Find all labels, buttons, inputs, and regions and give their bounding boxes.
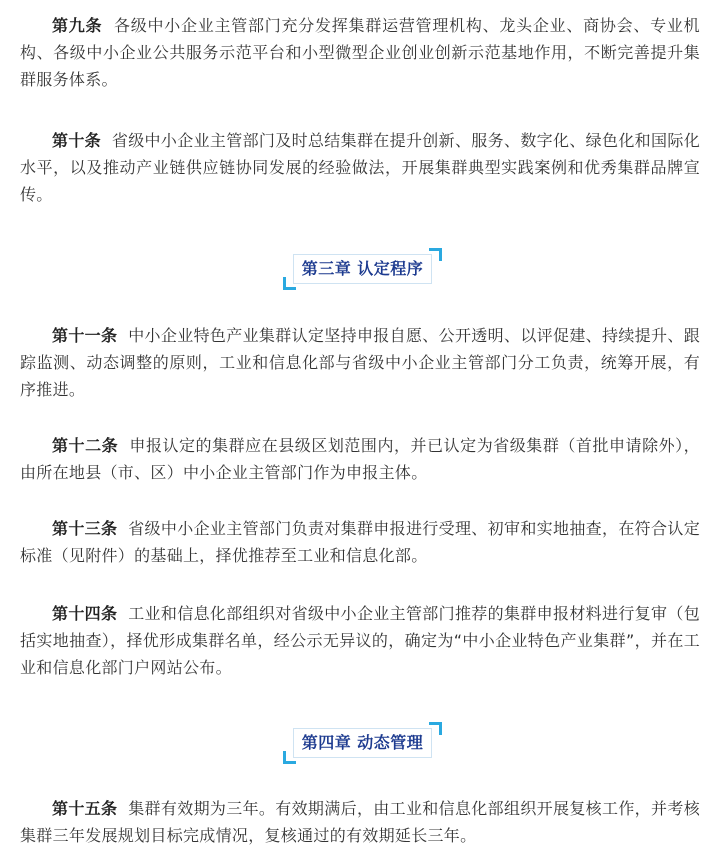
article-text: 各级中小企业主管部门充分发挥集群运营管理机构、龙头企业、商协会、专业机构、各级中小企业公共服务示范平台和小型微型企业创业创新示范基地作用，不断完善提升集群服务体系。: [20, 16, 700, 89]
article-15: [20, 795, 700, 849]
chapter-heading-3: [0, 248, 725, 290]
chapter-heading-4: [0, 722, 725, 764]
article-13: [20, 515, 700, 569]
article-14: [20, 600, 700, 681]
article-number: 第十一条: [52, 326, 118, 345]
article-text: 申报认定的集群应在县级区划范围内，并已认定为省级集群（首批申请除外），由所在地县（市、区）中小企业主管部门作为申报主体。: [20, 436, 700, 482]
article-text: 工业和信息化部组织对省级中小企业主管部门推荐的集群申报材料进行复审（包括实地抽查），择优形成集群名单，经公示无异议的，确定为“中小企业特色产业集群”，并在工业和信息化部门户网站公布。: [20, 604, 700, 677]
article-10: [20, 127, 700, 208]
article-number: 第十二条: [52, 436, 119, 455]
article-11: [20, 322, 700, 403]
article-number: 第十条: [52, 131, 102, 150]
article-9: [20, 12, 700, 93]
chapter-title: 第四章 动态管理: [301, 733, 424, 752]
article-number: 第九条: [52, 16, 103, 35]
article-text: 省级中小企业主管部门负责对集群申报进行受理、初审和实地抽查，在符合认定标准（见附件）的基础上，择优推荐至工业和信息化部。: [20, 519, 700, 565]
article-12: [20, 432, 700, 486]
article-number: 第十三条: [52, 519, 118, 538]
article-text: 中小企业特色产业集群认定坚持申报自愿、公开透明、以评促建、持续提升、跟踪监测、动态调整的原则，工业和信息化部与省级中小企业主管部门分工负责，统筹开展，有序推进。: [20, 326, 700, 399]
chapter-title: 第三章 认定程序: [301, 259, 424, 278]
article-number: 第十五条: [52, 799, 118, 818]
article-text: 省级中小企业主管部门及时总结集群在提升创新、服务、数字化、绿色化和国际化水平，以及推动产业链供应链协同发展的经验做法，开展集群典型实践案例和优秀集群品牌宣传。: [20, 131, 700, 204]
article-text: 集群有效期为三年。有效期满后，由工业和信息化部组织开展复核工作，并考核集群三年发展规划目标完成情况，复核通过的有效期延长三年。: [20, 799, 700, 845]
article-number: 第十四条: [52, 604, 118, 623]
